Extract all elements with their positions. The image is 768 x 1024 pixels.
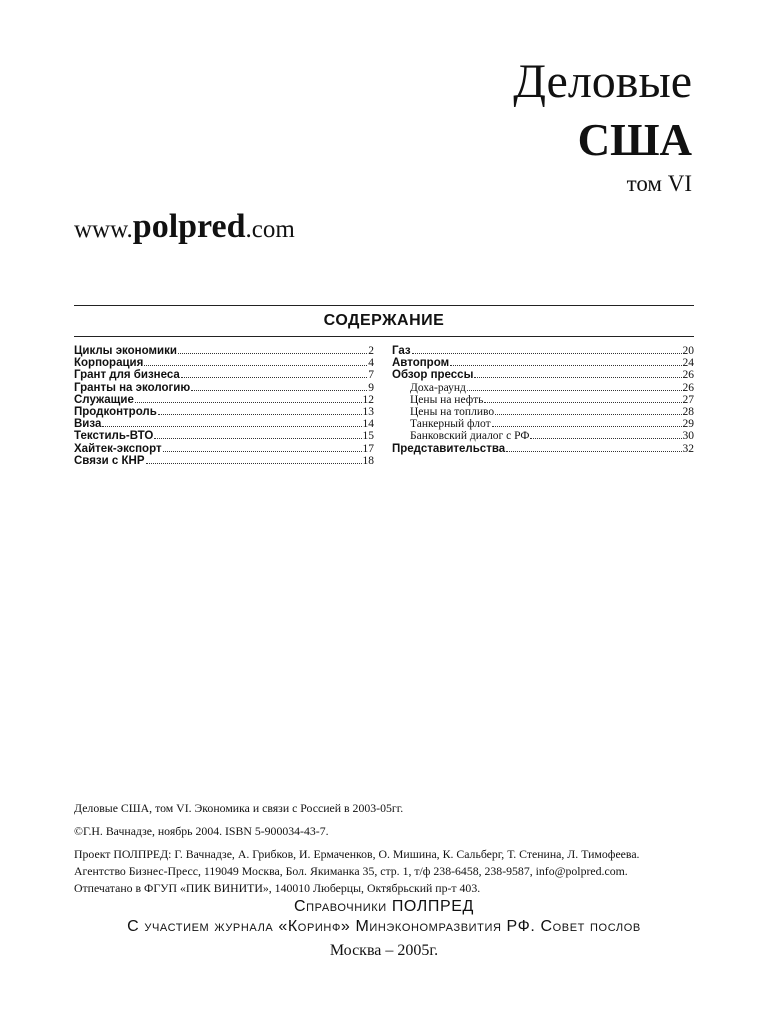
toc-entry[interactable] — [74, 394, 374, 406]
toc-entry[interactable] — [392, 369, 694, 381]
toc-bottom-rule — [74, 336, 694, 337]
toc-leader-dots — [450, 365, 681, 366]
toc-entry-label: Текстиль-ВТО — [74, 430, 154, 443]
toc-entry-page: 28 — [682, 405, 694, 418]
url-prefix: www. — [74, 216, 133, 243]
toc-entry-label: Газ — [392, 345, 411, 357]
toc-entry-label: Продконтроль — [74, 405, 157, 418]
toc-entry-label: Хайтек-экспорт — [74, 442, 162, 455]
toc-leader-dots — [412, 353, 682, 354]
series-name: Справочники ПОЛПРЕД — [294, 898, 474, 915]
toc-leader-dots — [484, 402, 681, 403]
toc-entry-label: Представительства — [392, 442, 506, 455]
imprint-authors-line: Проект ПОЛПРЕД: Г. Вачнадзе, А. Грибков, И. Ермаченков, О. Мишина, К. Сальберг, Т. Стенина, Л. Тимофеева. — [74, 847, 640, 861]
city-year: Москва – 2005г. — [329, 942, 439, 959]
toc-entry-label: Доха-раунд — [410, 381, 466, 394]
toc-entry[interactable] — [74, 430, 374, 442]
toc-leader-dots — [474, 377, 681, 378]
website-url[interactable] — [74, 207, 295, 248]
toc-leader-dots — [135, 402, 362, 403]
toc-entry[interactable] — [392, 443, 694, 455]
toc-entry[interactable] — [74, 443, 374, 455]
toc-leader-dots — [158, 414, 362, 415]
toc-entry[interactable] — [74, 357, 374, 369]
toc-entry-label: Гранты на экологию — [74, 381, 191, 394]
toc-entry-label: Обзор прессы — [392, 369, 474, 382]
book-title-line2: США — [577, 115, 692, 165]
url-suffix: .com — [245, 216, 295, 243]
toc-entry-label: Циклы экономики — [74, 345, 177, 357]
toc-entry-page: 9 — [368, 381, 374, 394]
partner-line: С участием журнала «Коринф» Минэкономразвития РФ. Совет послов — [127, 918, 641, 935]
toc-entry-page: 2 — [368, 345, 374, 357]
toc-entry-page: 29 — [682, 418, 694, 431]
imprint-title-line: Деловые США, том VI. Экономика и связи с Россией в 2003-05гг. — [74, 801, 404, 815]
toc-leader-dots — [102, 426, 361, 427]
toc-entry-page: 26 — [682, 369, 694, 382]
toc-entry-page: 24 — [682, 357, 694, 370]
toc-leader-dots — [467, 390, 682, 391]
imprint-copyright-line: ©Г.Н. Вачнадзе, ноябрь 2004. ISBN 5-900034-43-7. — [74, 824, 329, 838]
toc-entry-page: 18 — [362, 454, 374, 467]
toc-leader-dots — [154, 438, 361, 439]
toc-leader-dots — [146, 463, 362, 464]
toc-entry-label: Корпорация — [74, 357, 144, 370]
toc-left-column — [74, 345, 374, 467]
toc-leader-dots — [506, 451, 681, 452]
toc-entry[interactable] — [392, 382, 694, 394]
toc-entry[interactable] — [392, 406, 694, 418]
toc-leader-dots — [181, 377, 367, 378]
toc-entry-page: 27 — [682, 393, 694, 406]
toc-entry-page: 26 — [682, 381, 694, 394]
toc-leader-dots — [178, 353, 367, 354]
toc-leader-dots — [530, 438, 681, 439]
toc-entry-page: 12 — [362, 393, 374, 406]
toc-entry-page: 17 — [362, 442, 374, 455]
toc-entry-page: 14 — [362, 418, 374, 431]
toc-entry[interactable] — [392, 394, 694, 406]
imprint-printer-line: Отпечатано в ФГУП «ПИК ВИНИТИ», 140010 Люберцы, Октябрьский пр-т 403. — [74, 881, 481, 895]
toc-entry-label: Цены на топливо — [410, 405, 495, 418]
toc-leader-dots — [163, 451, 362, 452]
toc-entry[interactable] — [74, 382, 374, 394]
toc-entry-label: Банковский диалог с РФ — [410, 430, 530, 443]
toc-entry-label: Виза — [74, 418, 102, 431]
toc-entry[interactable] — [74, 406, 374, 418]
toc-entry-page: 15 — [362, 430, 374, 443]
toc-entry-page: 4 — [368, 357, 374, 370]
toc-leader-dots — [191, 390, 367, 391]
toc-entry[interactable] — [392, 418, 694, 430]
toc-entry-page: 20 — [682, 345, 694, 357]
toc-entry[interactable] — [74, 345, 374, 357]
toc-right-column — [392, 345, 694, 455]
toc-leader-dots — [495, 414, 681, 415]
toc-entry[interactable] — [392, 430, 694, 442]
toc-leader-dots — [492, 426, 682, 427]
toc-entry-label: Связи с КНР — [74, 454, 145, 467]
toc-entry[interactable] — [74, 369, 374, 381]
imprint-publisher-line: Агентство Бизнес-Пресс, 119049 Москва, Бол. Якиманка 35, стр. 1, т/ф 238-6458, 238-9587, info@polpred.com. — [74, 864, 628, 878]
toc-entry-page: 7 — [368, 369, 374, 382]
toc-entry[interactable] — [74, 418, 374, 430]
toc-entry-label: Служащие — [74, 393, 134, 406]
toc-entry-page: 30 — [682, 430, 694, 443]
toc-entry[interactable] — [392, 357, 694, 369]
volume-number: том VI — [626, 171, 692, 196]
toc-leader-dots — [144, 365, 367, 366]
imprint-block — [74, 800, 714, 897]
toc-entry-label: Танкерный флот — [410, 418, 491, 431]
toc-top-rule — [74, 305, 694, 306]
toc-entry-page: 32 — [682, 442, 694, 455]
toc-entry[interactable] — [74, 455, 374, 467]
toc-entry-label: Автопром — [392, 357, 450, 370]
toc-entry-label: Цены на нефть — [410, 393, 484, 406]
toc-entry[interactable] — [392, 345, 694, 357]
url-brand: polpred — [132, 208, 246, 245]
toc-entry-label: Грант для бизнеса — [74, 369, 180, 382]
toc-entry-page: 13 — [362, 405, 374, 418]
toc-heading: СОДЕРЖАНИЕ — [323, 312, 445, 329]
book-title-line1: Деловые — [513, 55, 692, 108]
